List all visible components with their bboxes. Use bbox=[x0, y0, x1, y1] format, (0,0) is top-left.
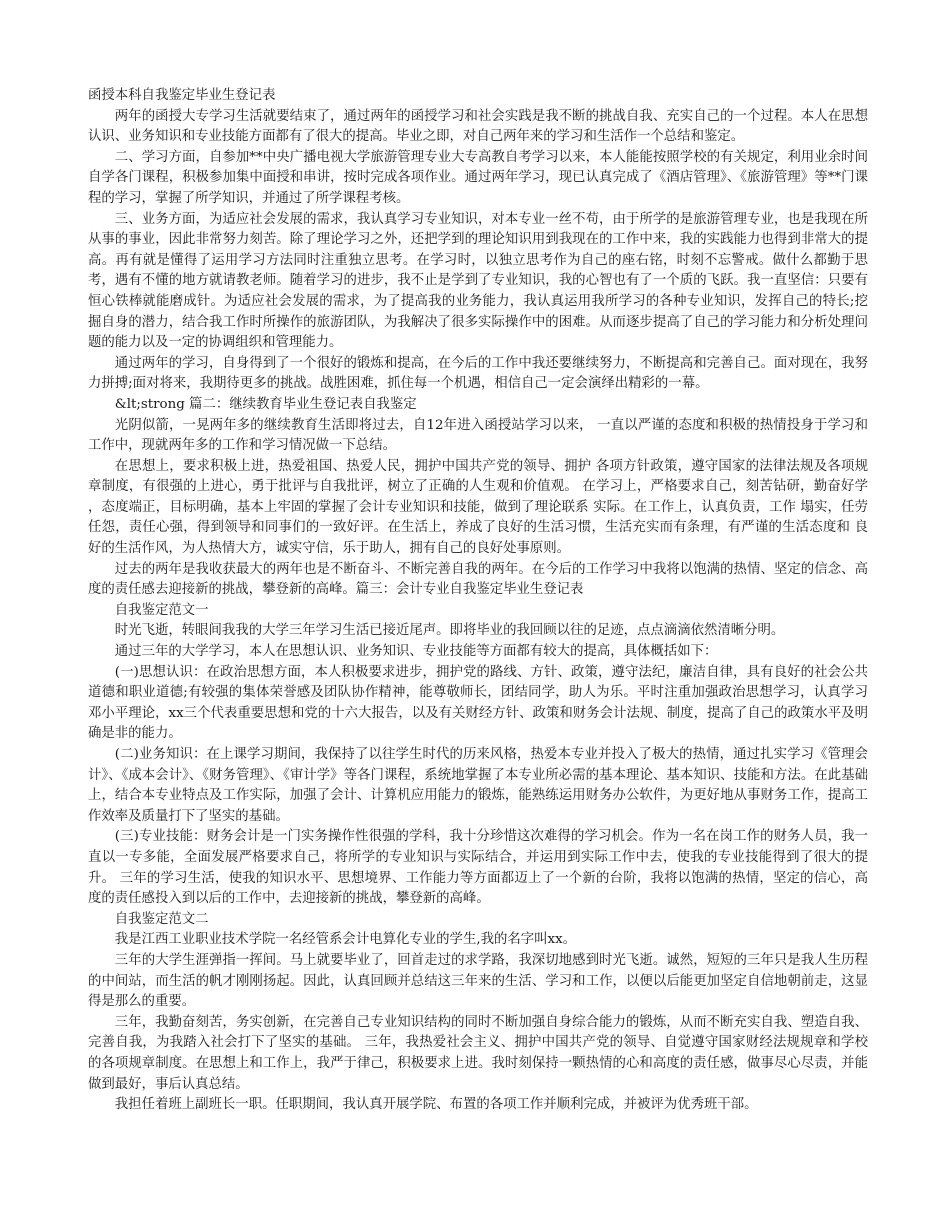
paragraph: 两年的函授大专学习生活就要结束了，通过两年的函授学习和社会实践是我不断的挑战自我、充实自己的一个过程。本人在思想认识、业务知识和专业技能方面都有了很大的提高。毕业之即，对自己两年来的学习和生活作一个总结和鉴定。 bbox=[88, 108, 868, 145]
paragraph: 我是江西工业职业技术学院一名经管系会计电算化专业的学生,我的名字叫xx。 bbox=[114, 932, 577, 948]
section-heading: 自我鉴定范文二 bbox=[114, 911, 209, 927]
section-heading: 自我鉴定范文一 bbox=[114, 602, 209, 618]
paragraph: 三年的大学生涯弹指一挥间。马上就要毕业了，回首走过的求学路，我深切地感到时光飞逝。诚然，短短的三年只是我人生历程的中间站，而生活的帆才刚刚扬起。因此，认真回顾并总结这三年来的生活、学习和工作，以便以后能更加坚定自信地朝前走，这显得是那么的重要。 bbox=[88, 952, 868, 1010]
paragraph: 光阴似箭，一晃两年多的继续教育生活即将过去，自12年进入函授站学习以来， 一直以严谨的态度和积极的热情投身于学习和工作中，现就两年多的工作和学习情况做一下总结。 bbox=[88, 417, 868, 454]
paragraph: 时光飞逝，转眼间我我的大学三年学习生活已接近尾声。即将毕业的我回顾以往的足迹，点点滴滴依然清晰分明。 bbox=[114, 623, 785, 639]
section-heading: &lt;strong 篇二：继续教育毕业生登记表自我鉴定 bbox=[114, 396, 417, 412]
document-body bbox=[88, 86, 868, 1116]
paragraph: (一)思想认识：在政治思想方面，本人积极要求进步，拥护党的路线、方针、政策，遵守法纪，廉洁自律，具有良好的社会公共道德和职业道德;有较强的集体荣誉感及团队协作精神，能尊敬师长，团结同学，助人为乐。平时注重加强政治思想学习，认真学习邓小平理论，xx三个代表重要思想和党的十六大报告，以及有关财经方针、政策和财务会计法规、制度，提高了自己的政策水平及明确是非的能力。 bbox=[88, 664, 868, 742]
document-title: 函授本科自我鉴定毕业生登记表 bbox=[88, 88, 276, 103]
paragraph: 通过三年的大学学习，本人在思想认识、业务知识、专业技能等方面都有较大的提高，具体概括如下： bbox=[114, 644, 718, 660]
paragraph: 过去的两年是我收获最大的两年也是不断奋斗、不断完善自我的两年。在今后的工作学习中我将以饱满的热情、坚定的信念、高度的责任感去迎接新的挑战，攀登新的高峰。篇三：会计专业自我鉴定毕业生登记表 bbox=[88, 561, 868, 598]
paragraph: 二、学习方面，自参加**中央广播电视大学旅游管理专业大专高教自考学习以来，本人能能按照学校的有关规定，利用业余时间自学各门课程，积极参加集中面授和串讲，按时完成各项作业。通过两年学习，现已认真完成了《酒店管理》、《旅游管理》等**门课程的学习，掌握了所学知识，并通过了所学课程考核。 bbox=[88, 149, 868, 206]
paragraph: (三)专业技能：财务会计是一门实务操作性很强的学科，我十分珍惜这次难得的学习机会。作为一名在岗工作的财务人员，我一直以一专多能，全面发展严格要求自己，将所学的专业知识与实际结合，并运用到实际工作中去，使我的专业技能得到了很大的提升。 三年的学习生活，使我的知识水平、思想境界、工作能力等方面都迈上了一个新的台阶，我将以饱满的热情，坚定的信心，高度的责任感投入到以后的工作中，去迎接新的挑战，攀登新的高峰。 bbox=[88, 829, 868, 907]
paragraph: 在思想上，要求积极上进，热爱祖国、热爱人民，拥护中国共产党的领导、拥护 各项方针政策，遵守国家的法律法规及各项规章制度，有很强的上进心，勇于批评与自我批评，树立了正确的人生观和价值观。 在学习上，严格要求自己，刻苦钻研，勤奋好学 ，态度端正，目标明确，基本上牢固的掌握了会计专业知识和技能，做到了理论联系 实际。在工作上，认真负责，工作 塌实，任劳任怨，责任心强，得到领导和同事们的一致好评。在生活上，养成了良好的生活习惯，生活充实而有条理，有严谨的生活态度和 良好的生活作风，为人热情大方，诚实守信，乐于助人，拥有自己的良好处事原则。 bbox=[88, 458, 868, 557]
paragraph: (二)业务知识：在上课学习期间，我保持了以往学生时代的历来风格，热爱本专业并投入了极大的热情，通过扎实学习《管理会计》、《成本会计》、《财务管理》、《审计学》等各门课程，系统地掌握了本专业所必需的基本理论、基本知识、技能和方法。在此基础上，结合本专业特点及工作实际，加强了会计、计算机应用能力的锻炼，能熟练运用财务办公软件，为更好地从事财务工作，提高工作效率及质量打下了坚实的基础。 bbox=[88, 747, 868, 824]
paragraph: 我担任着班上副班长一职。任职期间，我认真开展学院、布置的各项工作并顺利完成，并被评为优秀班干部。 bbox=[114, 1097, 758, 1113]
paragraph: 三、业务方面，为适应社会发展的需求，我认真学习专业知识，对本专业一丝不苟，由于所学的是旅游管理专业，也是我现在所从事的事业，因此非常努力刻苦。除了理论学习之外，还把学到的理论知识用到我现在的工作中来，我的实践能力也得到非常大的提高。再有就是懂得了运用学习方法同时注重独立思考。在学习时，以独立思考作为自己的座右铭，时刻不忘警戒。做什么都勤于思考，遇有不懂的地方就请教老师。随着学习的进步，我不止是学到了专业知识，我的心智也有了一个质的飞跃。我一直坚信：只要有恒心铁棒就能磨成针。为适应社会发展的需求，为了提高我的业务能力，我认真运用我所学习的各种专业知识，发挥自己的特长;挖掘自身的潜力，结合我工作时所操作的旅游团队，为我解决了很多实际操作中的困难。从而逐步提高了自己的学习能力和分析处理问题的能力以及一定的协调组织和管理能力。 bbox=[88, 211, 868, 351]
paragraph: 通过两年的学习，自身得到了一个很好的锻炼和提高，在今后的工作中我还要继续努力，不断提高和完善自己。面对现在，我努力拼搏;面对将来，我期待更多的挑战。战胜困难，抓住每一个机遇，相信自己一定会演绎出精彩的一幕。 bbox=[88, 355, 868, 392]
paragraph: 三年，我勤奋刻苦，务实创新，在完善自己专业知识结构的同时不断加强自身综合能力的锻炼，从而不断充实自我、塑造自我、完善自我，为我踏入社会打下了坚实的基础。 三年，我热爱社会主义、拥护中国共产党的领导、自觉遵守国家财经法规规章和学校的各项规章制度。在思想上和工作上，我严于律己，积极要求上进。我时刻保持一颗热情的心和高度的责任感，做事尽心尽责，并能做到最好，事后认真总结。 bbox=[88, 1014, 868, 1092]
